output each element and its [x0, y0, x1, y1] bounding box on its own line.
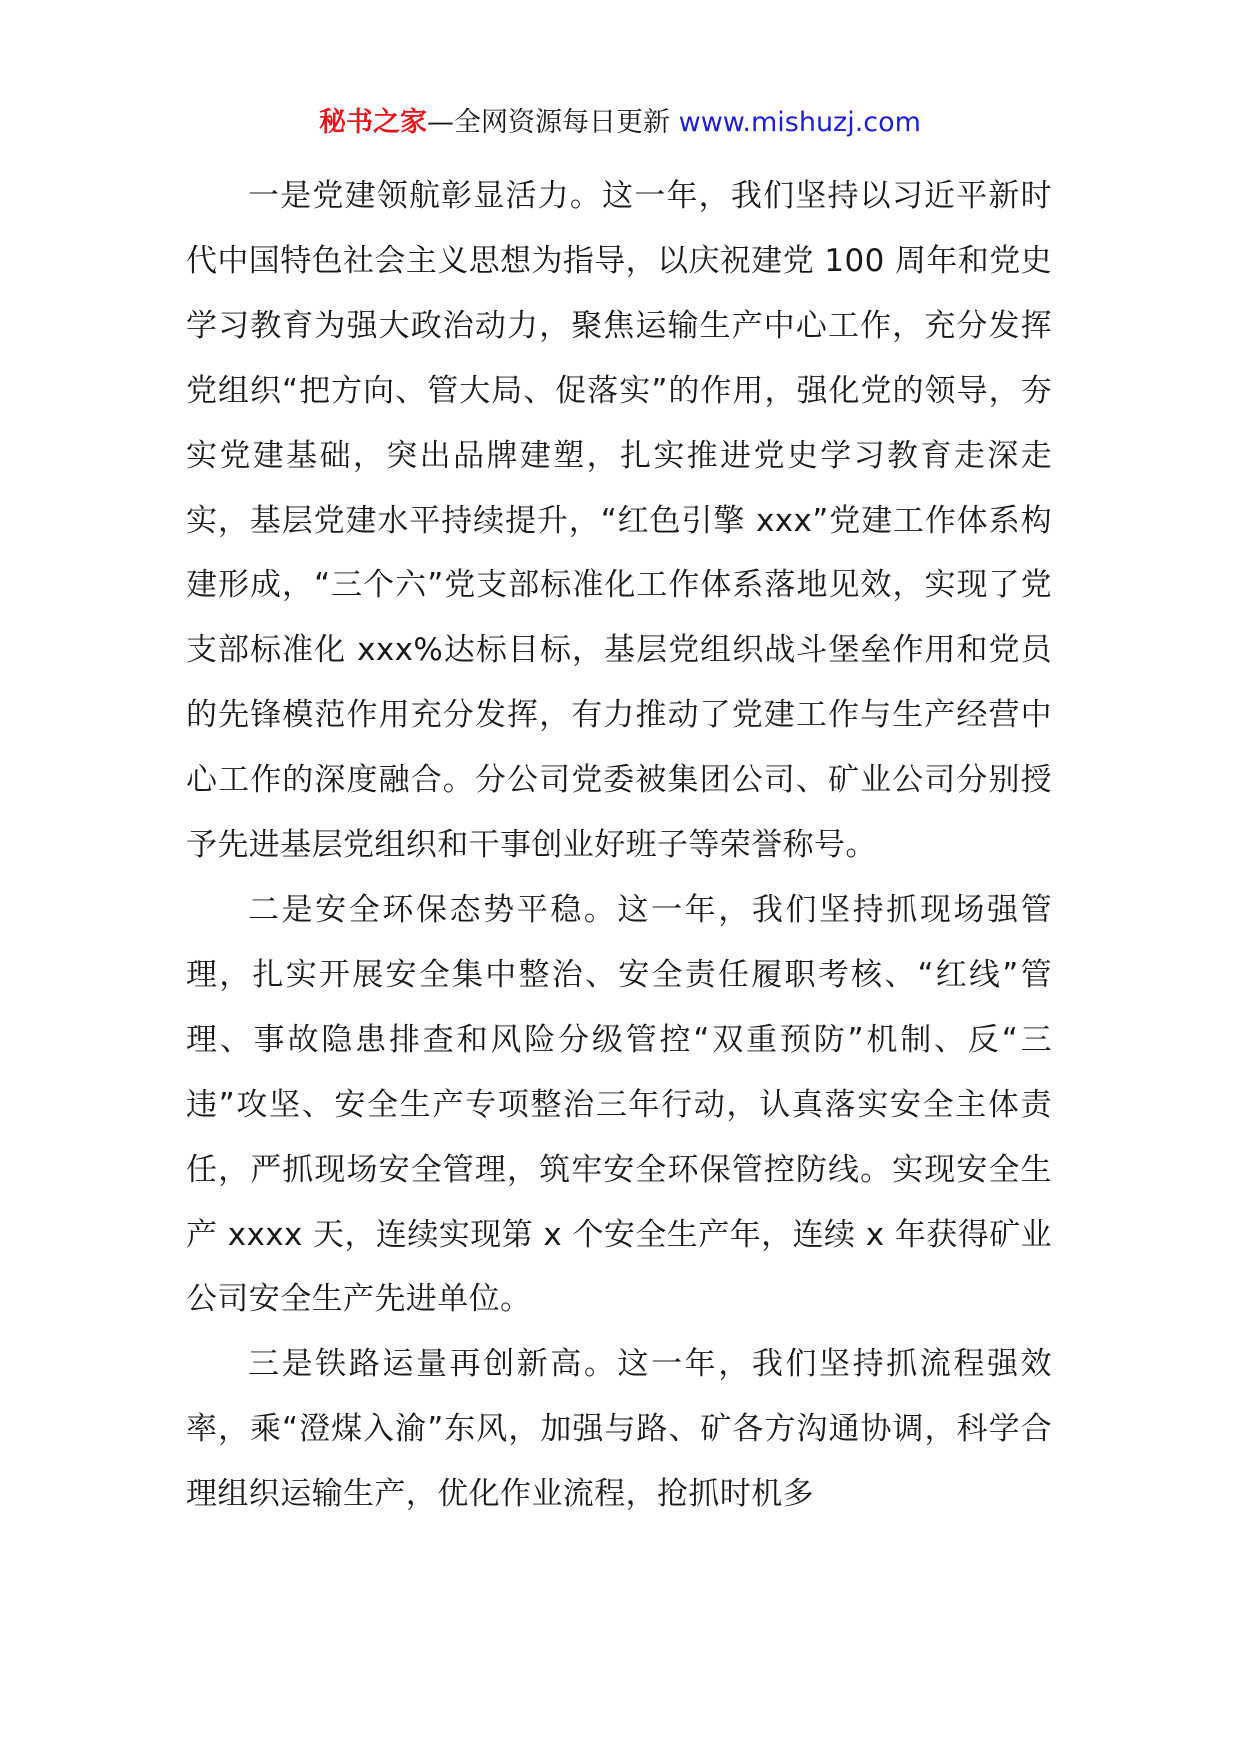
page-header [0, 103, 1240, 143]
paragraph-railway: 三是铁路运量再创新高。这一年，我们坚持抓流程强效率，乘“澄煤入渝”东风，加强与路、矿各方沟通协调，科学合理组织运输生产，优化作业流程，抢抓时机多 [186, 1346, 1052, 1513]
document-body [186, 164, 1052, 1527]
paragraph-party-building: 一是党建领航彰显活力。这一年，我们坚持以习近平新时代中国特色社会主义思想为指导，以庆祝建党 100 周年和党史学习教育为强大政治动力，聚焦运输生产中心工作，充分发挥党组织“把方向、管大局、促落实”的作用，强化党的领导，夯实党建基础，突出品牌建塑，扎实推进党史学习教育走深走实，基层党建水平持续提升，“红色引擎 xxx”党建工作体系构建形成，“三个六”党支部标准化工作体系落地见效，实现了党支部标准化 xxx%达标目标，基层党组织战斗堡垒作用和党员的先锋模范作用充分发挥，有力推动了党建工作与生产经营中心工作的深度融合。分公司党委被集团公司、矿业公司分别授予先进基层党组织和干事创业好班子等荣誉称号。 [186, 178, 1052, 864]
header-brand: 秘书之家 [319, 107, 428, 138]
paragraph-safety: 二是安全环保态势平稳。这一年，我们坚持抓现场强管理，扎实开展安全集中整治、安全责任履职考核、“红线”管理、事故隐患排查和风险分级管控“双重预防”机制、反“三违”攻坚、安全生产专项整治三年行动，认真落实安全主体责任，严抓现场安全管理，筑牢安全环保管控防线。实现安全生产 xxxx 天，连续实现第 x 个安全生产年，连续 x 年获得矿业公司安全生产先进单位。 [186, 891, 1052, 1318]
header-site-link[interactable]: www.mishuzj.com [678, 107, 921, 138]
header-tagline: —全网资源每日更新 [427, 107, 671, 138]
